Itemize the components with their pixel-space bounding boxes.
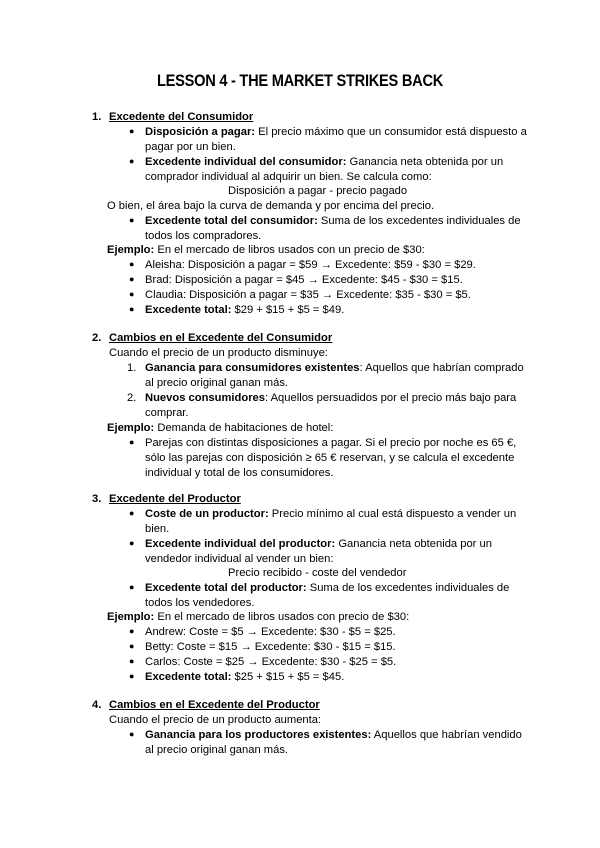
bullet-icon: ● (129, 656, 135, 666)
section-number: 2. (92, 332, 102, 344)
example-label: Ejemplo: Demanda de habitaciones de hotel: (107, 422, 334, 434)
example-label: Ejemplo: En el mercado de libros usados con precio de $30: (107, 611, 410, 623)
example-item: Claudia: Disposición a pagar = $35 → Excedente: $35 - $30 = $5. (145, 289, 471, 301)
example-total: Excedente total: $25 + $15 + $5 = $45. (145, 671, 345, 683)
list-item: Excedente individual del consumidor: Ganancia neta obtenida por un (145, 156, 504, 168)
example-item: Aleisha: Disposición a pagar = $59 → Excedente: $59 - $30 = $29. (145, 259, 476, 271)
section-heading: Excedente del Productor (109, 493, 241, 505)
section-heading: Excedente del Consumidor (109, 111, 254, 123)
list-item-continued: comprador individual al adquirir un bien. Se calcula como: (145, 171, 432, 183)
bullet-icon: ● (129, 304, 135, 314)
list-item: Ganancia para los productores existentes: Aquellos que habrían vendido (145, 729, 522, 741)
list-item-continued: al precio original ganan más. (145, 744, 289, 756)
bullet-icon: ● (129, 508, 135, 518)
example-item: Andrew: Coste = $5 → Excedente: $30 - $5 = $25. (145, 626, 396, 638)
bullet-icon: ● (129, 126, 135, 136)
example-item: Brad: Disposición a pagar = $45 → Excedente: $45 - $30 = $15. (145, 274, 463, 286)
list-item: Excedente total del productor: Suma de los excedentes individuales de (145, 582, 510, 594)
example-item: Betty: Coste = $15 → Excedente: $30 - $15 = $15. (145, 641, 396, 653)
example-item: Parejas con distintas disposiciones a pagar. Si el precio por noche es 65 €, (145, 437, 517, 449)
bullet-icon: ● (129, 582, 135, 592)
list-item-continued: todos los compradores. (145, 230, 262, 242)
example-label: Ejemplo: En el mercado de libros usados con un precio de $30: (107, 244, 425, 256)
numbered-item: Nuevos consumidores: Aquellos persuadidos por el precio más bajo para (145, 392, 517, 404)
bullet-icon: ● (129, 729, 135, 739)
example-item-continued: individual y total de los consumidores. (145, 467, 334, 479)
page-title: LESSON 4 - THE MARKET STRIKES BACK (156, 71, 444, 90)
example-total: Excedente total: $29 + $15 + $5 = $49. (145, 304, 345, 316)
note-text: O bien, el área bajo la curva de demanda y por encima del precio. (107, 200, 435, 212)
section-number: 3. (92, 493, 102, 505)
list-number: 2. (127, 392, 137, 404)
list-item: Coste de un productor: Precio mínimo al cual está dispuesto a vender un (145, 508, 517, 520)
section-number: 1. (92, 111, 102, 123)
formula: Precio recibido - coste del vendedor (228, 567, 407, 579)
numbered-item: Ganancia para consumidores existentes: Aquellos que habrían comprado (145, 362, 524, 374)
formula: Disposición a pagar - precio pagado (228, 185, 408, 197)
bullet-icon: ● (129, 289, 135, 299)
list-item-continued: pagar por un bien. (145, 141, 236, 153)
list-item: Excedente individual del productor: Ganancia neta obtenida por un (145, 538, 492, 550)
list-item: Excedente total del consumidor: Suma de los excedentes individuales de (145, 215, 521, 227)
intro-text: Cuando el precio de un producto aumenta: (109, 714, 322, 726)
numbered-item-continued: al precio original ganan más. (145, 377, 289, 389)
bullet-icon: ● (129, 671, 135, 681)
list-item: Disposición a pagar: El precio máximo que un consumidor está dispuesto a (145, 126, 527, 138)
bullet-icon: ● (129, 626, 135, 636)
example-item-continued: sólo las parejas con disposición ≥ 65 € reservan, y se calcula el excedente (145, 452, 515, 464)
bullet-icon: ● (129, 538, 135, 548)
bullet-icon: ● (129, 274, 135, 284)
list-number: 1. (127, 362, 137, 374)
bullet-icon: ● (129, 259, 135, 269)
bullet-icon: ● (129, 156, 135, 166)
section-heading: Cambios en el Excedente del Consumidor (109, 332, 333, 344)
bullet-icon: ● (129, 215, 135, 225)
bullet-icon: ● (129, 641, 135, 651)
intro-text: Cuando el precio de un producto disminuye: (109, 347, 328, 359)
list-item-continued: vendedor individual al vender un bien: (145, 553, 334, 565)
section-heading: Cambios en el Excedente del Productor (109, 699, 320, 711)
example-item: Carlos: Coste = $25 → Excedente: $30 - $25 = $5. (145, 656, 397, 668)
numbered-item-continued: comprar. (145, 407, 189, 419)
section-number: 4. (92, 699, 102, 711)
bullet-icon: ● (129, 437, 135, 447)
list-item-continued: todos los vendedores. (145, 597, 255, 609)
list-item-continued: bien. (145, 523, 170, 535)
